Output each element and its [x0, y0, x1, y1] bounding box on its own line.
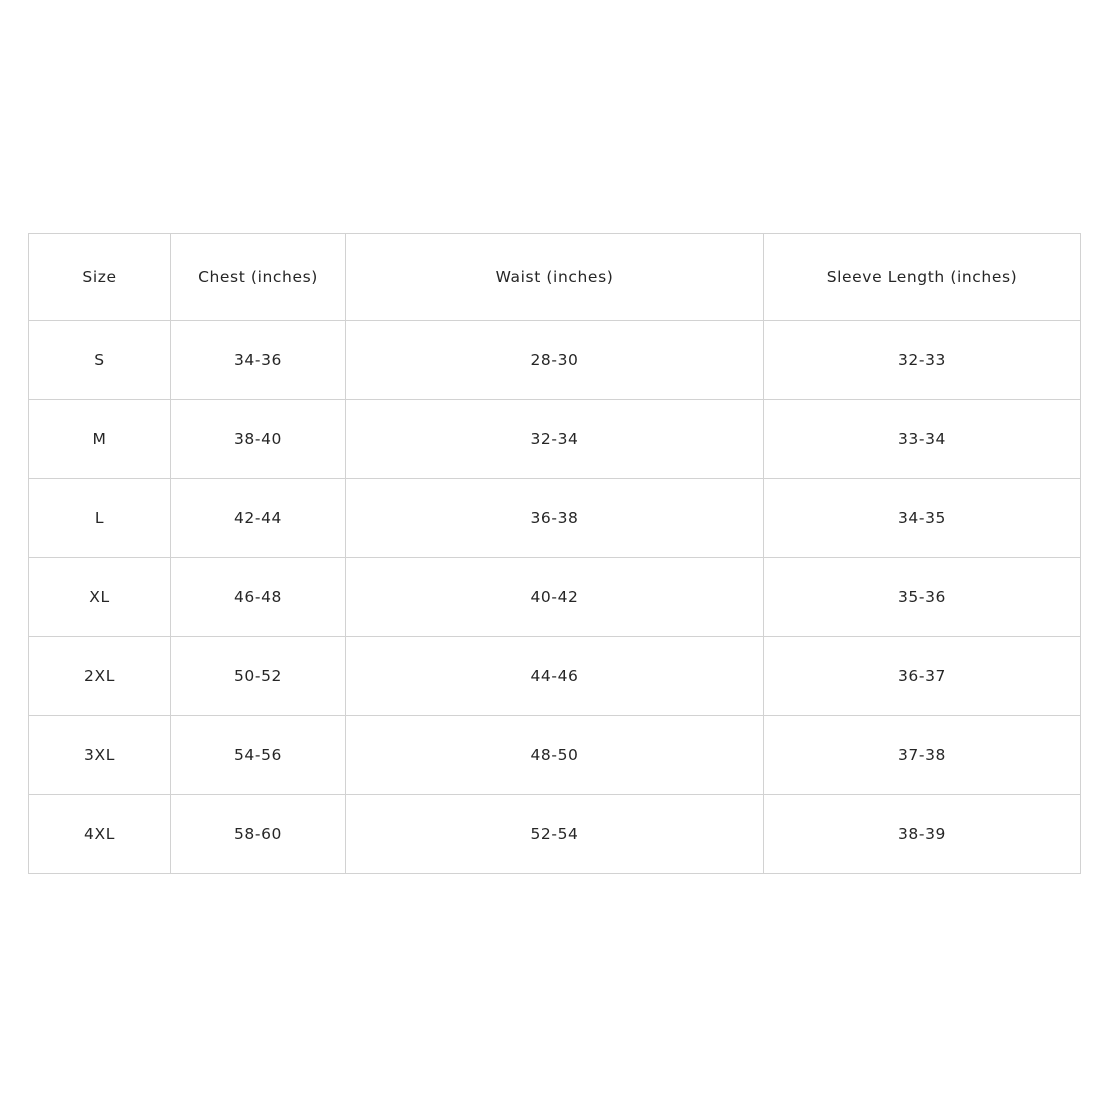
cell-chest: 38-40: [171, 400, 346, 479]
cell-chest: 34-36: [171, 321, 346, 400]
size-chart-container: [28, 233, 1080, 874]
cell-waist: 32-34: [346, 400, 764, 479]
cell-size: XL: [29, 558, 171, 637]
cell-sleeve: 35-36: [764, 558, 1081, 637]
cell-sleeve: 38-39: [764, 795, 1081, 874]
cell-waist: 40-42: [346, 558, 764, 637]
table-row: [29, 716, 1081, 795]
cell-sleeve: 34-35: [764, 479, 1081, 558]
cell-size: S: [29, 321, 171, 400]
cell-waist: 28-30: [346, 321, 764, 400]
cell-size: 3XL: [29, 716, 171, 795]
cell-chest: 42-44: [171, 479, 346, 558]
table-row: [29, 400, 1081, 479]
table-row: [29, 637, 1081, 716]
cell-sleeve: 37-38: [764, 716, 1081, 795]
column-header-waist: Waist (inches): [346, 234, 764, 321]
cell-waist: 36-38: [346, 479, 764, 558]
table-row: [29, 558, 1081, 637]
cell-size: M: [29, 400, 171, 479]
column-header-sleeve-length: Sleeve Length (inches): [764, 234, 1081, 321]
cell-sleeve: 33-34: [764, 400, 1081, 479]
cell-size: 4XL: [29, 795, 171, 874]
cell-chest: 50-52: [171, 637, 346, 716]
table-header: [29, 234, 1081, 321]
cell-chest: 46-48: [171, 558, 346, 637]
cell-waist: 52-54: [346, 795, 764, 874]
table-body: [29, 321, 1081, 874]
cell-size: 2XL: [29, 637, 171, 716]
cell-size: L: [29, 479, 171, 558]
table-row: [29, 795, 1081, 874]
column-header-chest: Chest (inches): [171, 234, 346, 321]
cell-chest: 58-60: [171, 795, 346, 874]
table-row: [29, 321, 1081, 400]
table-row: [29, 479, 1081, 558]
cell-waist: 44-46: [346, 637, 764, 716]
cell-sleeve: 32-33: [764, 321, 1081, 400]
cell-sleeve: 36-37: [764, 637, 1081, 716]
table-header-row: [29, 234, 1081, 321]
column-header-size: Size: [29, 234, 171, 321]
cell-chest: 54-56: [171, 716, 346, 795]
cell-waist: 48-50: [346, 716, 764, 795]
size-chart-table: [28, 233, 1081, 874]
